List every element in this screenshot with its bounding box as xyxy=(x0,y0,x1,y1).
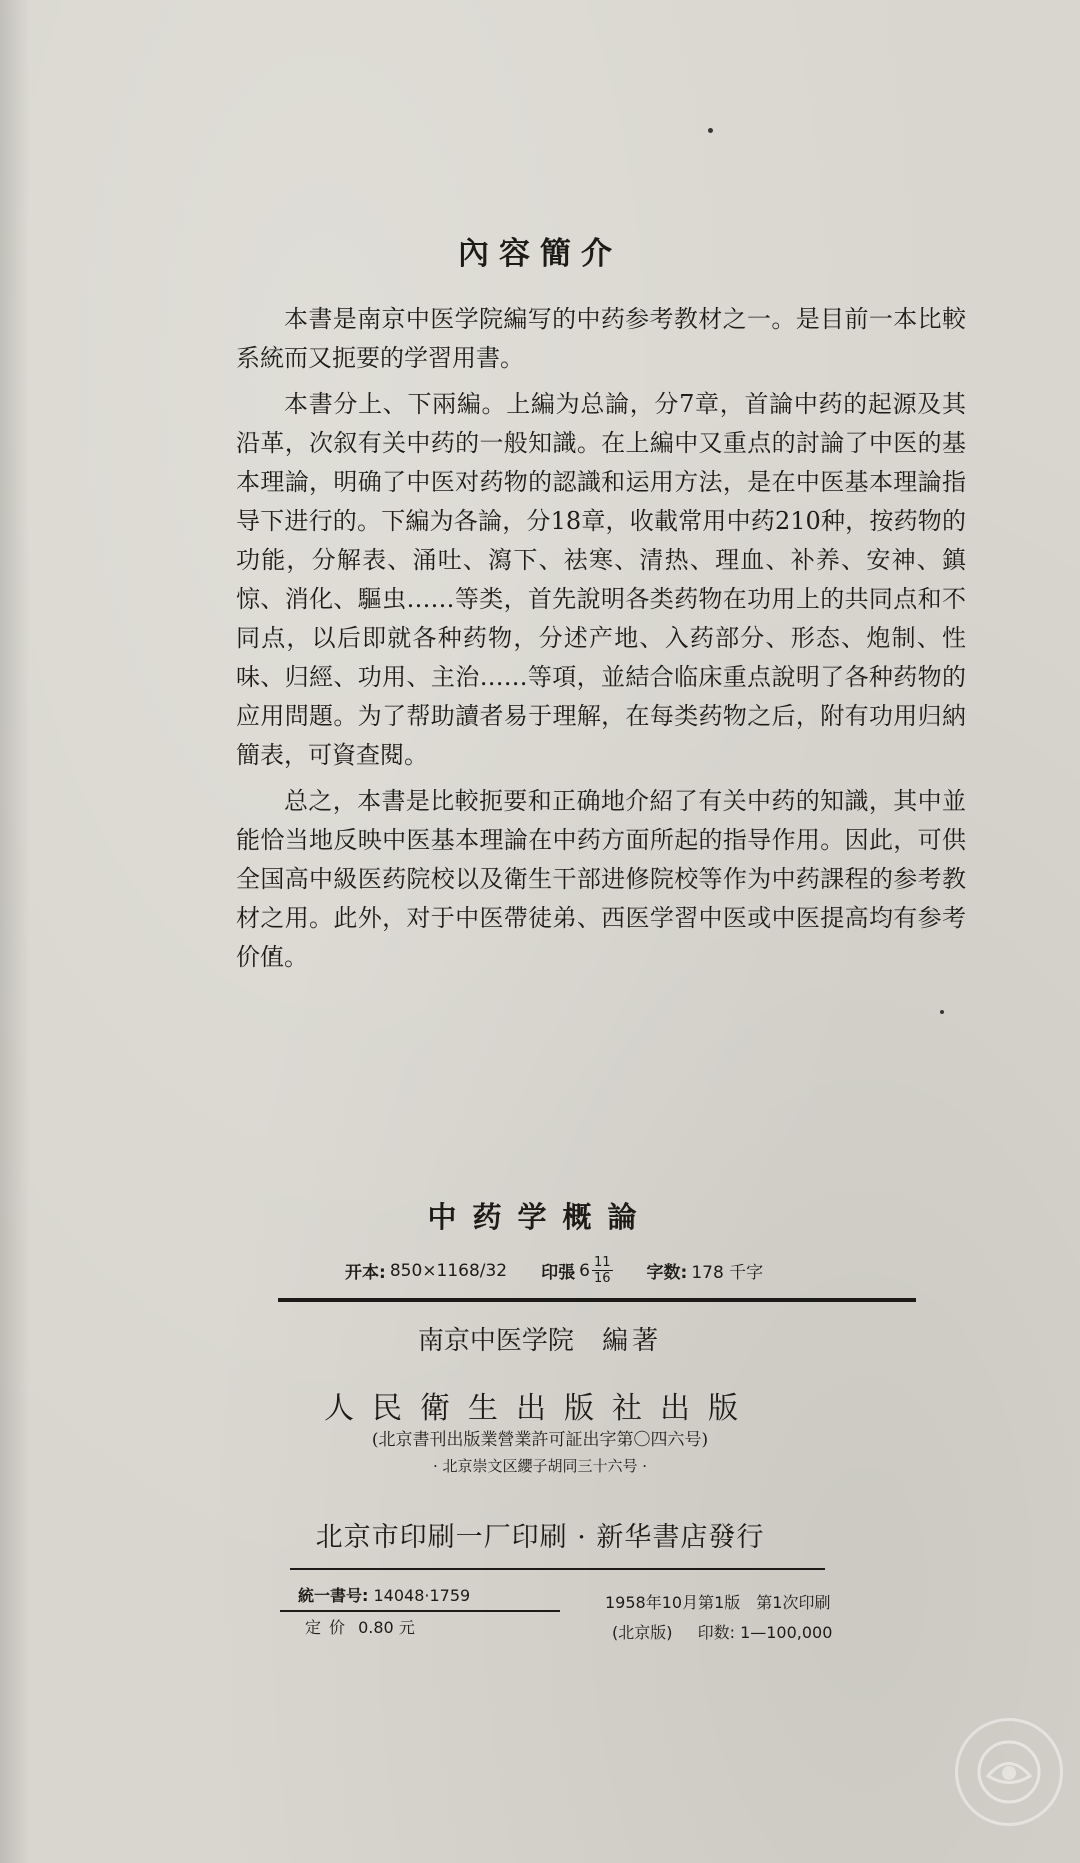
words-spec xyxy=(647,1258,764,1283)
printer-distributor: 北京市印刷一厂印刷 · 新华書店發行 xyxy=(315,1522,765,1553)
sheets-whole: 6 xyxy=(579,1260,590,1281)
words-label: 字数: xyxy=(646,1263,688,1283)
publisher-license: (北京書刊出版業營業許可証出字第〇四六号) xyxy=(371,1430,709,1450)
sheets-fraction xyxy=(592,1255,613,1286)
price-value: 0.80 元 xyxy=(358,1618,415,1637)
author-role: 編著 xyxy=(602,1326,663,1356)
sheets-label: 印張 xyxy=(541,1263,576,1283)
intro-paragraph: 本書是南京中医学院編写的中药参考教材之一。是目前一本比較系統而又扼要的学習用書。 xyxy=(236,305,966,372)
intro-paragraph: 本書分上、下兩編。上編为总論，分7章，首論中药的起源及其沿革，次叙有关中药的一般知識。在上編中又重点的討論了中医的基本理論，明确了中医对药物的認識和运用方法，是在中医基本理論指导下进行的。下編为各論，分18章，收載常用中药210种，按药物的功能，分解表、涌吐、瀉下、祛寒、清热、理血、补养、安神、鎮惊、消化、驅虫……等类，首先說明各类药物在功用上的共同点和不同点，以后即就各种药物，分述产地、入药部分、形态、炮制、性味、归經、功用、主治……等項，並結合临床重点說明了各种药物的应用問題。为了帮助讀者易于理解，在每类药物之后，附有功用归納簡表，可資查閱。 xyxy=(236,390,966,769)
book-title: 中药学概論 xyxy=(427,1200,653,1234)
unified-value: 14048·1759 xyxy=(373,1586,471,1605)
paper-speck xyxy=(940,1010,944,1014)
colophon-divider xyxy=(278,1298,916,1302)
page-title: 內容簡介 xyxy=(458,236,622,272)
edition-info: 1958年10月第1版 第1次印刷 xyxy=(605,1593,831,1612)
publisher: 人民衛生出版社出版 xyxy=(324,1391,756,1426)
print-run: 印数: 1—100,000 xyxy=(697,1623,833,1642)
price xyxy=(305,1615,415,1638)
spec-row xyxy=(345,1255,797,1286)
format-spec xyxy=(345,1258,507,1283)
publisher-address: · 北京崇文区纓子胡同三十六号 · xyxy=(432,1457,648,1475)
page-edge-shadow xyxy=(0,0,30,1863)
version-label: (北京版) xyxy=(612,1623,673,1642)
print-run-line xyxy=(612,1620,832,1643)
sheets-denominator: 16 xyxy=(593,1271,611,1286)
paper-speck xyxy=(708,128,713,133)
unified-underline xyxy=(280,1610,560,1612)
price-label: 定价 xyxy=(305,1618,354,1637)
museum-watermark xyxy=(955,1718,1063,1826)
intro-paragraph: 总之，本書是比較扼要和正确地介紹了有关中药的知識，其中並能恰当地反映中医基本理論在中药方面所起的指导作用。因此，可供全国高中級医药院校以及衛生干部进修院校等作为中药課程的参考教材之用。此外，对于中医帶徒弟、西医学習中医或中医提高均有参考价值。 xyxy=(236,787,966,971)
sheets-numerator: 11 xyxy=(593,1255,611,1270)
format-label: 开本: xyxy=(345,1263,386,1283)
words-value: 178 千字 xyxy=(691,1263,764,1283)
format-value: 850×1168/32 xyxy=(389,1260,508,1281)
intro-section xyxy=(236,300,966,984)
printer-divider xyxy=(290,1568,825,1570)
unified-book-number xyxy=(298,1583,470,1606)
eye-logo-icon xyxy=(958,1721,1060,1823)
unified-label: 統一書号: xyxy=(298,1586,369,1605)
author-line xyxy=(0,1320,1080,1357)
author-name: 南京中医学院 xyxy=(417,1326,574,1356)
sheets-spec xyxy=(541,1255,612,1286)
